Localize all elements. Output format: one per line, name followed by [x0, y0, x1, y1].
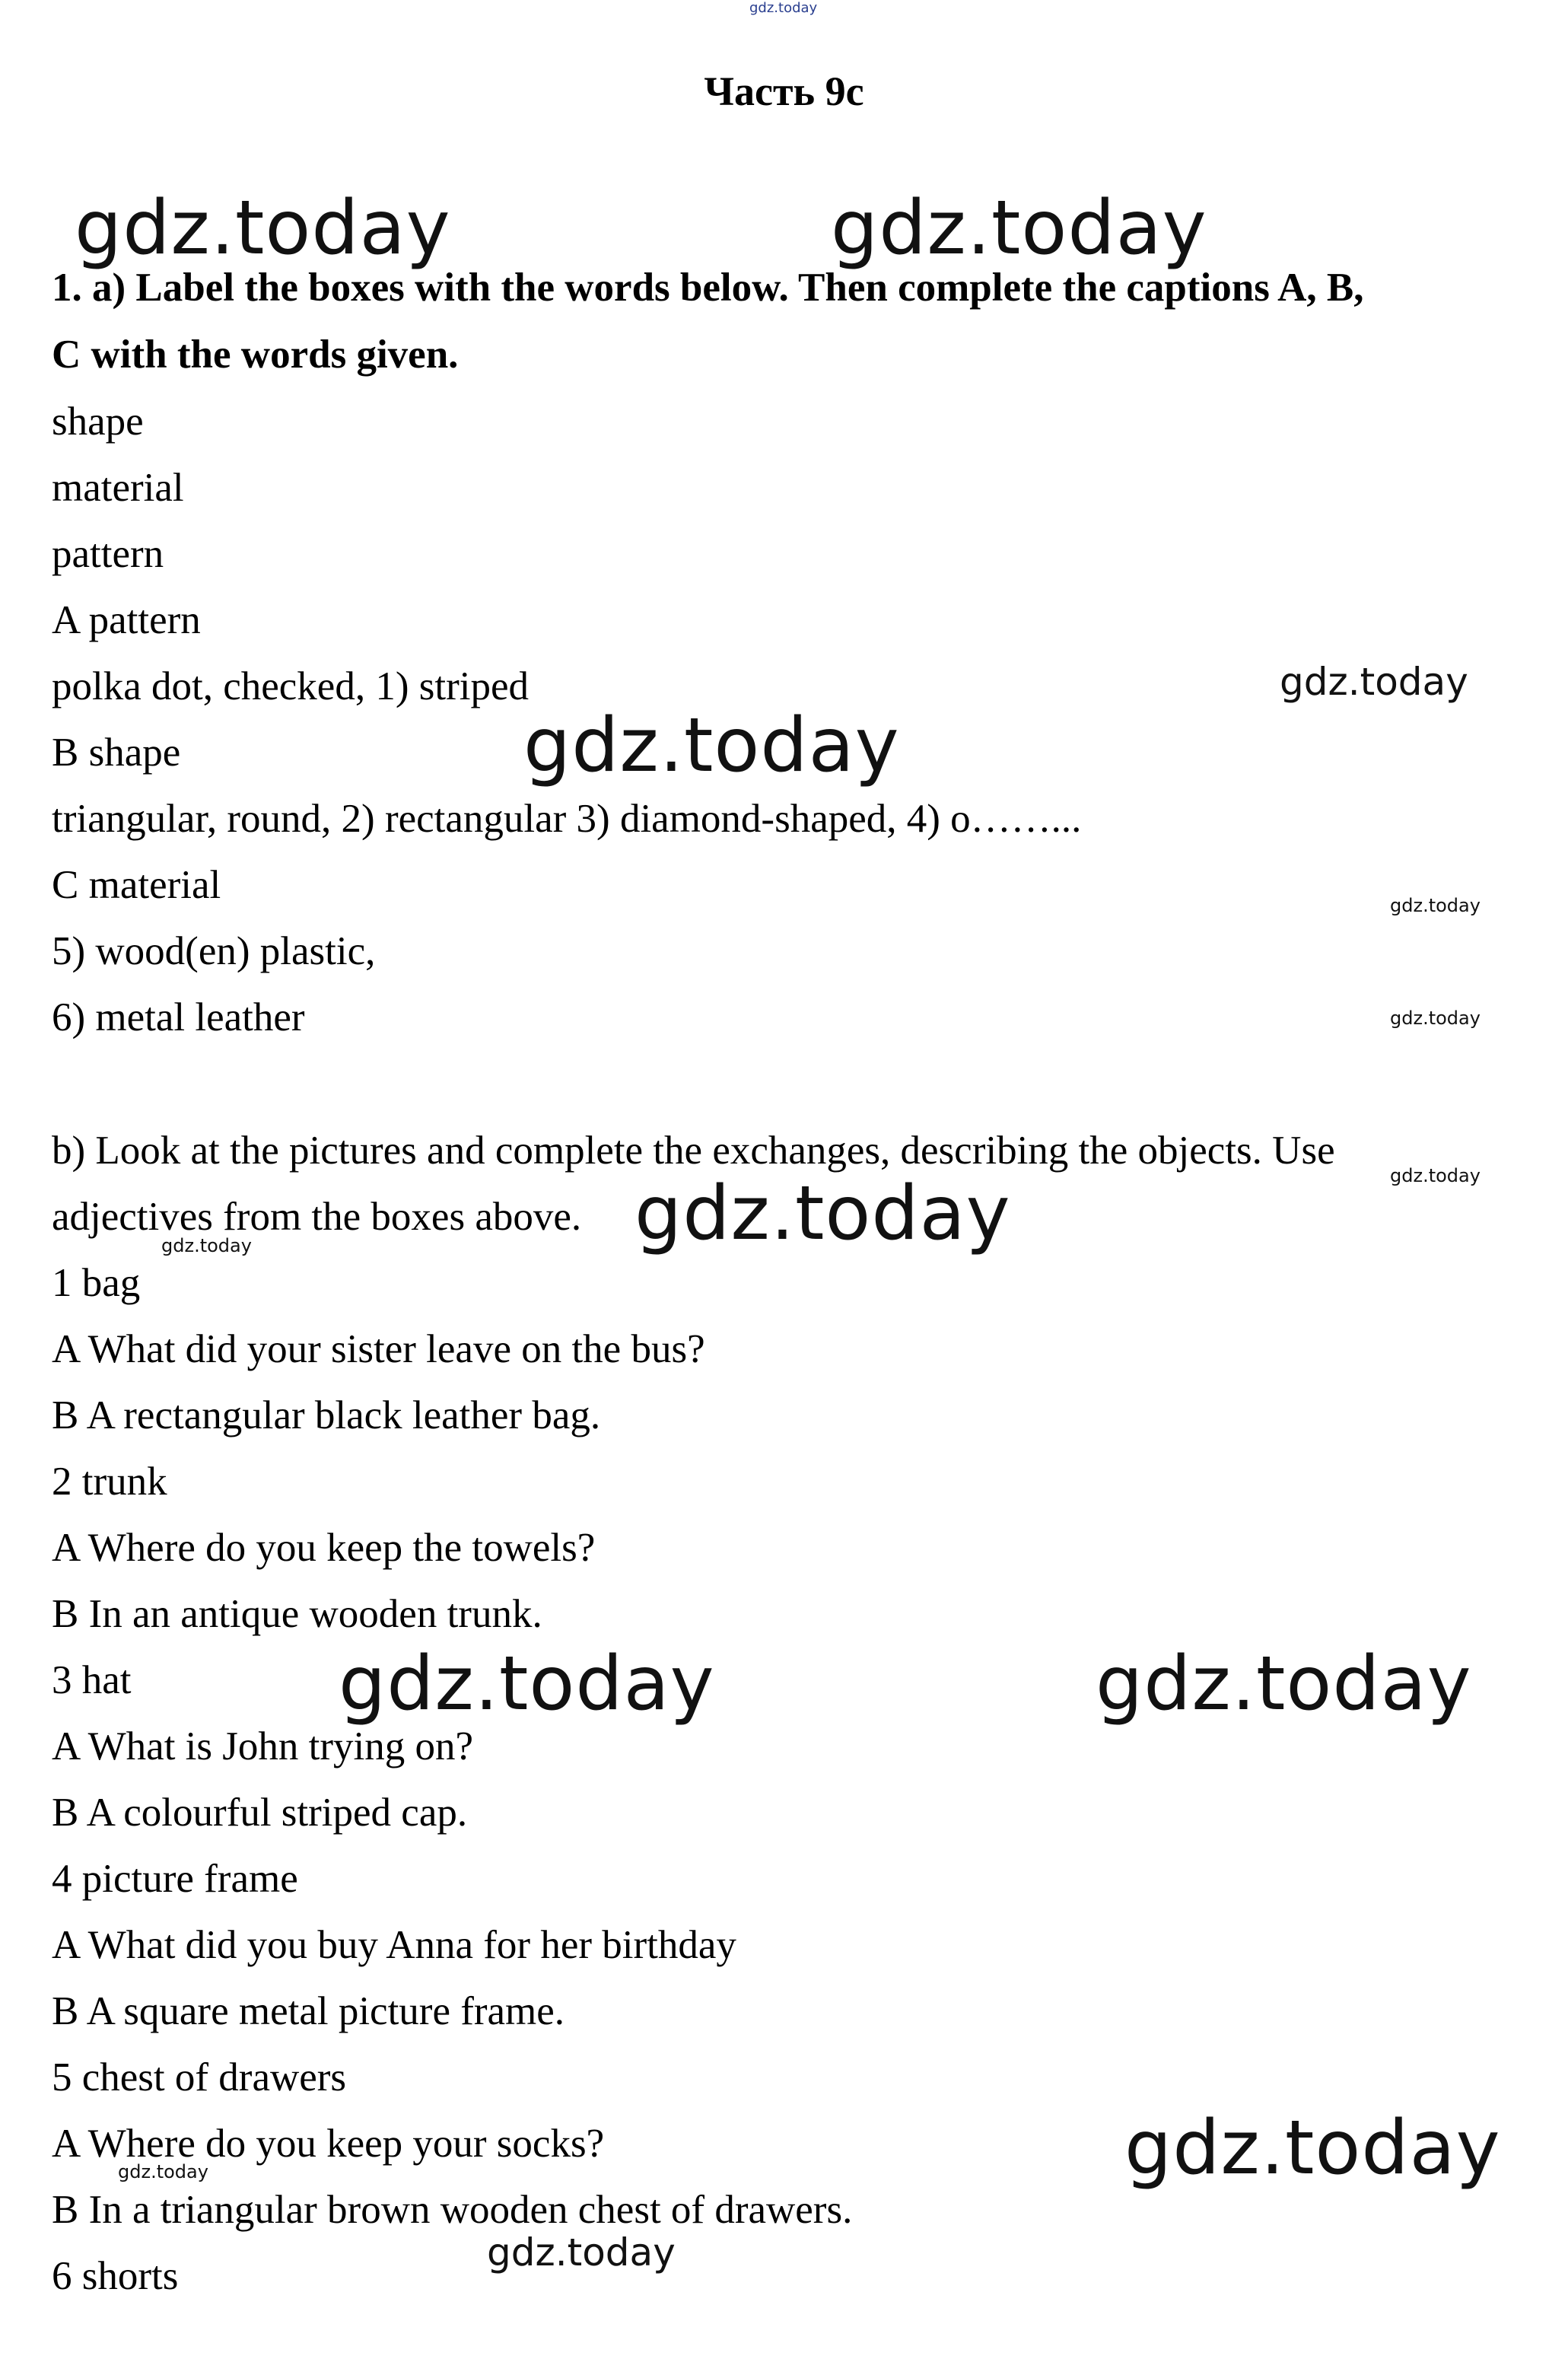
watermark-top: gdz.today: [749, 0, 818, 16]
exchange-line: 6 shorts: [52, 2254, 179, 2298]
word-shape: shape: [52, 400, 144, 444]
watermark: gdz.today: [831, 185, 1207, 272]
exchange-line: B A rectangular black leather bag.: [52, 1393, 601, 1437]
exchange-line: B In a triangular brown wooden chest of drawers.: [52, 2188, 853, 2232]
watermark: gdz.today: [487, 2230, 676, 2275]
box-c-words-2: 6) metal leather: [52, 995, 305, 1039]
exchange-line: 3 hat: [52, 1658, 132, 1702]
box-a-label: A pattern: [52, 598, 201, 642]
exchange-line: B A colourful striped cap.: [52, 1791, 468, 1835]
watermark: gdz.today: [523, 702, 900, 789]
exchange-line: 2 trunk: [52, 1460, 167, 1504]
watermark: gdz.today: [1280, 660, 1468, 704]
word-material: material: [52, 466, 184, 510]
page-title: Часть 9с: [704, 68, 864, 114]
watermark: gdz.today: [1390, 895, 1481, 916]
instruction-b-line2: adjectives from the boxes above.: [52, 1195, 582, 1239]
exchange-line: A What is John trying on?: [52, 1724, 474, 1768]
box-b-label: B shape: [52, 731, 181, 775]
box-b-words: triangular, round, 2) rectangular 3) diamond-shaped, 4) o……...: [52, 797, 1082, 841]
exchange-line: 1 bag: [52, 1261, 141, 1305]
watermark: gdz.today: [161, 1235, 252, 1256]
exchange-line: A What did your sister leave on the bus?: [52, 1327, 705, 1371]
watermark: gdz.today: [635, 1170, 1011, 1257]
box-c-words-1: 5) wood(en) plastic,: [52, 929, 376, 973]
watermark: gdz.today: [1124, 2105, 1501, 2192]
exchange-line: B A square metal picture frame.: [52, 1989, 565, 2033]
exchange-line: B In an antique wooden trunk.: [52, 1592, 542, 1636]
watermark: gdz.today: [339, 1641, 715, 1727]
box-c-label: C material: [52, 863, 221, 907]
exchange-line: A Where do you keep your socks?: [52, 2122, 605, 2166]
watermark: gdz.today: [75, 185, 451, 272]
instruction-a-line1: 1. a) Label the boxes with the words below. Then complete the captions A, B,: [52, 266, 1364, 310]
watermark: gdz.today: [1096, 1641, 1472, 1727]
exchange-line: A Where do you keep the towels?: [52, 1526, 596, 1570]
box-a-words: polka dot, checked, 1) striped: [52, 664, 529, 708]
exchange-line: 5 chest of drawers: [52, 2055, 347, 2100]
exchange-line: A What did you buy Anna for her birthday: [52, 1923, 736, 1967]
exchange-line: 4 picture frame: [52, 1857, 298, 1901]
instruction-b-line1: b) Look at the pictures and complete the exchanges, describing the objects. Use: [52, 1129, 1335, 1173]
word-pattern: pattern: [52, 532, 164, 576]
instruction-a-line2: C with the words given.: [52, 333, 459, 377]
watermark: gdz.today: [118, 2161, 208, 2182]
watermark: gdz.today: [1390, 1165, 1481, 1186]
watermark: gdz.today: [1390, 1008, 1481, 1029]
